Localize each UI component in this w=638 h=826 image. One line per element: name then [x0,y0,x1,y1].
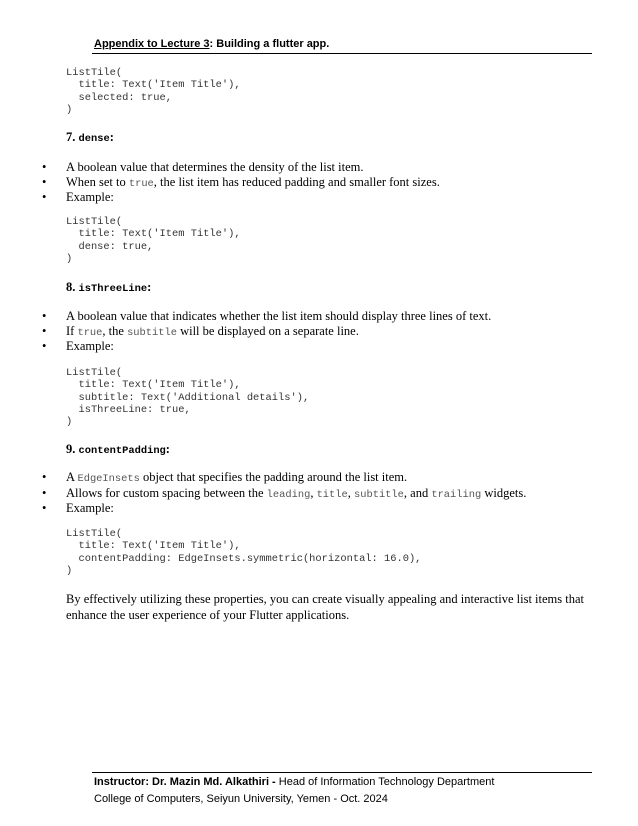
footer-instructor: Instructor: Dr. Mazin Md. Alkathiri - Head of Information Technology Department [94,776,495,788]
header-divider [92,53,592,54]
code-block-dense: ListTile( title: Text('Item Title'), dense: true, ) [66,216,241,265]
section-heading-dense: 7. dense: [66,130,114,145]
lecture-link[interactable]: Appendix to Lecture 3 [94,38,210,50]
code-block-selected: ListTile( title: Text('Item Title'), selected: true, ) [66,67,241,116]
footer-divider [92,772,592,773]
page-header [94,38,592,50]
code-block-isthreeline: ListTile( title: Text('Item Title'), subtitle: Text('Additional details'), isThreeLine: true, ) [66,367,310,429]
section-heading-isthreeline: 8. isThreeLine: [66,280,152,295]
code-block-contentpadding: ListTile( title: Text('Item Title'), contentPadding: EdgeInsets.symmetric(horizontal: 16.0), ) [66,528,422,577]
header-title: : Building a flutter app. [209,38,330,50]
footer-college: College of Computers, Seiyun University, Yemen - Oct. 2024 [94,793,388,805]
section-heading-contentpadding: 9. contentPadding: [66,442,170,457]
page-footer [94,774,494,808]
conclusion-paragraph: By effectively utilizing these properties, you can create visually appealing and interactive list items that enhance the user experience of your Flutter applications. [66,592,584,622]
